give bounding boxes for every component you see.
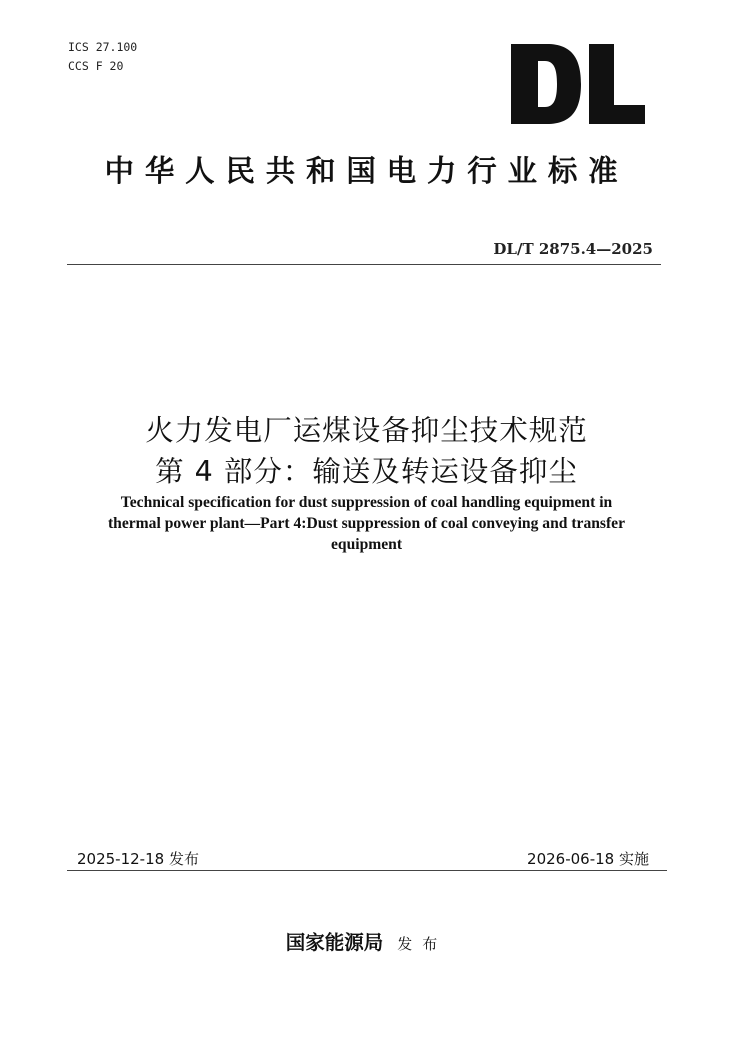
issuer-verb: 发布 <box>397 935 448 953</box>
publication-date: 2025-12-18 发布 <box>77 850 199 868</box>
english-title <box>60 492 673 555</box>
issuer-name: 国家能源局 <box>285 931 384 954</box>
english-title-line-1: Technical specification for dust suppression of coal handling equipment in <box>120 494 613 511</box>
dl-logo-letter-l <box>589 44 645 124</box>
national-standard-title: 中华人民共和国电力行业标准 <box>104 154 629 188</box>
standard-number: DL/T 2875.4—2025 <box>493 240 653 258</box>
footer-divider <box>67 870 667 871</box>
implementation-date: 2026-06-18 实施 <box>527 850 649 868</box>
ccs-code: CCS F 20 <box>68 59 124 73</box>
classification-codes <box>68 38 137 76</box>
dl-logo-letter-d <box>511 44 581 124</box>
chinese-title-line-1: 火力发电厂运煤设备抑尘技术规范 <box>145 414 588 447</box>
header-divider <box>67 264 661 265</box>
english-title-line-3: equipment <box>330 536 403 553</box>
chinese-title-line-2: 第 4 部分：输送及转运设备抑尘 <box>155 455 578 488</box>
ics-code: ICS 27.100 <box>68 40 138 54</box>
dl-logo <box>507 44 647 124</box>
issuer <box>0 927 733 955</box>
english-title-line-2: thermal power plant—Part 4:Dust suppression of coal conveying and transfer <box>107 515 626 532</box>
